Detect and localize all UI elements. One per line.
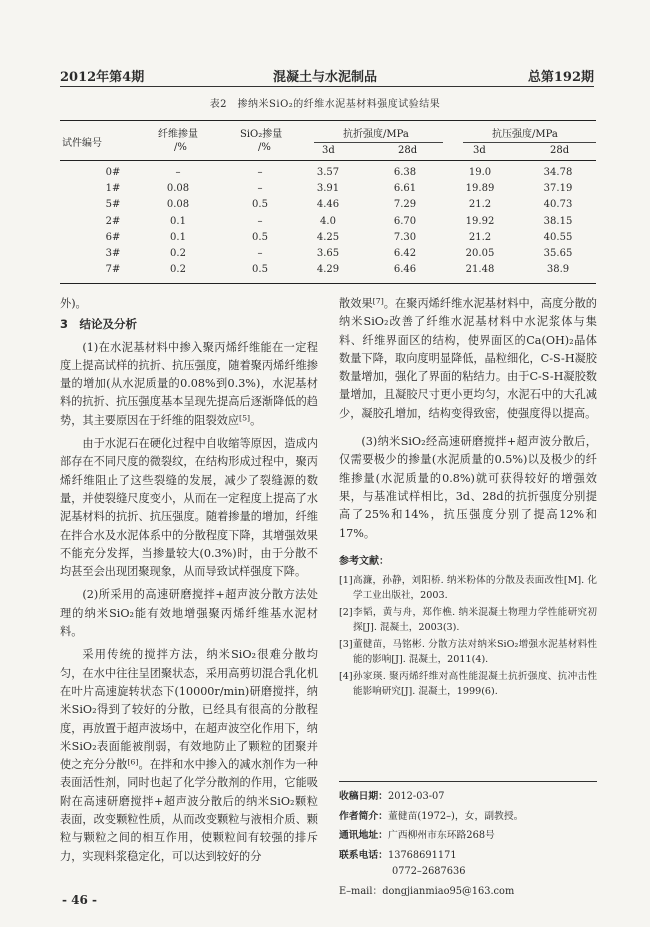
table-cell: 21.48 — [465, 264, 495, 276]
section-heading: 3 结论及分析 — [60, 317, 138, 332]
page-number: - 46 - — [62, 893, 98, 907]
table-cell: – — [175, 167, 181, 178]
table-cell: 0.08 — [166, 183, 190, 195]
table-cell: 4.29 — [316, 264, 340, 276]
table-cell: 6.38 — [393, 167, 417, 178]
email-address: E–mail：dongjianmiao95@163.com — [339, 885, 515, 897]
table-cell: 38.9 — [546, 264, 570, 276]
table-cell: – — [257, 215, 263, 227]
reference-item — [339, 670, 597, 699]
citation: [6] — [127, 757, 139, 767]
table-cell-id: 7# — [105, 264, 121, 276]
reference-list — [339, 574, 597, 699]
table-cell: 7.29 — [393, 199, 417, 211]
table-cell: 20.05 — [465, 248, 495, 259]
col-header-fiber-unit: /% — [174, 142, 187, 153]
issue-label: 2012年第4期 — [60, 70, 145, 85]
table-cell: 0.5 — [252, 231, 268, 243]
phone-number: 联系电话：13768691171 — [339, 849, 457, 861]
journal-title: 混凝土与水泥制品 — [272, 70, 377, 85]
table-cell: 3.57 — [316, 167, 340, 178]
reference-text: 高濂，孙静，刘阳桥. 纳米粉体的分散及表面改性[M]. 化学工业出版社，2003. — [353, 575, 597, 601]
total-issue-label: 总第192期 — [527, 70, 594, 85]
reference-text: 李韬，黄与舟，郑作樵. 纳米混凝土物理力学性能研究初探[J]. 混凝土，2003(3). — [353, 607, 597, 633]
table-cell: 37.19 — [543, 183, 573, 195]
table-cell: 0.1 — [170, 215, 186, 227]
phone-number-2: 0772–2687636 — [392, 866, 466, 878]
header-rule — [60, 86, 594, 87]
table-cell: 40.73 — [543, 199, 573, 211]
info-divider — [339, 781, 597, 782]
reference-number: [1] — [339, 575, 353, 587]
citation: [5] — [239, 413, 251, 423]
reference-number: [2] — [339, 607, 353, 619]
continued-text: 外)。 — [60, 297, 87, 310]
table-cell: 19.0 — [468, 167, 492, 178]
paragraph-dispersion: 采用传统的搅拌方法，纳米SiO₂很难分散均匀，在水中往往呈团聚状态，采用高剪切混合乳化机在叶片高速旋转状态下(10000r/min)研磨搅拌，纳米SiO₂得到了较好的分散，已经具有很高的分散程度，再放置于超声波场中，在超声波空化作用下，纳米SiO₂表面能被削弱，有效地防止了颗粒的团聚并使之充分分散[6]。在拌和水中掺入的减水剂作为一种表面活性剂，同时也起了化学分散剂的作用，它能吸附在高速研磨搅拌+超声波分散后的纳米SiO₂颗粒表面，改变颗粒性质，从而改变颗粒与液相介质、颗粒与颗粒之间的相互作用，使颗粒间有较强的排斥力，实现料浆稳定化，可以达到较好的分 — [60, 648, 318, 863]
table-cell: 6.42 — [393, 248, 417, 259]
table-caption: 表2 掺纳米SiO₂的纤维水泥基材料强度试验结果 — [209, 99, 441, 110]
col-header-fiber: 纤维掺量 — [158, 129, 198, 140]
table-cell: 21.2 — [468, 231, 492, 243]
table-cell: 6.61 — [393, 183, 417, 195]
table-cell: 0.1 — [170, 231, 186, 243]
paragraph-mechanism: 由于水泥石在硬化过程中自收缩等原因，造成内部存在不同尺度的微裂纹，在结构形成过程中，聚丙烯纤维阻止了这些裂缝的发展，减少了裂缝源的数量，并使裂缝尺度变小，从而在一定程度上提高了水泥基材料的抗折、抗压强度。随着掺量的增加，纤维在拌合水及水泥体系中的分散程度下降，其增强效果不能充分发挥，当掺量较大(0.3%)时，由于分散不均甚至会出现团聚现象，从而导致试样强度下降。 — [60, 437, 318, 579]
col-header-flex-3d: 3d — [322, 145, 335, 156]
paragraph-conclusion-3: (3)纳米SiO₂经高速研磨搅拌+超声波分散后，仅需要极少的掺量(水泥质量的0.5%)以及极少的纤维掺量(水泥质量的0.8%)就可获得较好的增强效果，与基准试样相比，3d、28d的抗折强度分别提高了25%和14%，抗压强度分别了提高12%和17%。 — [339, 435, 597, 540]
reference-number: [3] — [339, 639, 353, 651]
reference-item — [339, 606, 597, 635]
table-cell-id: 3# — [105, 248, 121, 259]
paragraph-conclusion-2: (2)所采用的高速研磨搅拌+超声波分散方法处理的纳米SiO₂能有效地增强聚丙烯纤维基水泥材料。 — [60, 588, 318, 639]
table-top-rule — [60, 120, 596, 121]
reference-number: [4] — [339, 671, 353, 683]
flex-subrule — [314, 142, 443, 143]
table-cell: 7.30 — [393, 231, 417, 243]
references-heading: 参考文献： — [339, 555, 389, 567]
table-cell: 3.91 — [316, 183, 340, 195]
table-cell: 0.2 — [170, 248, 186, 259]
table-cell: 40.55 — [543, 231, 573, 243]
mailing-address: 通讯地址：广西柳州市东环路268号 — [339, 830, 495, 842]
table-cell: 6.46 — [393, 264, 417, 276]
received-date: 收稿日期：2012-03-07 — [339, 791, 445, 803]
reference-text: 董健苗，马铭彬. 分散方法对纳米SiO₂增强水泥基材料性能的影响[J]. 混凝土，2011(4). — [353, 639, 597, 665]
reference-item — [339, 574, 597, 603]
col-header-flex: 抗折强度/MPa — [343, 129, 409, 140]
table-bottom-rule — [60, 283, 596, 284]
reference-text: 孙家瑛. 聚丙烯纤维对高性能混凝土抗折强度、抗冲击性能影响研究[J]. 混凝土，1999(6). — [353, 671, 597, 697]
comp-subrule — [463, 142, 596, 143]
col-header-comp-28d: 28d — [550, 145, 570, 156]
paragraph-interface: 散效果[7]。在聚丙烯纤维水泥基材料中，高度分散的纳米SiO₂改善了纤维水泥基材料中水泥浆体与集料、纤维界面区的结构，使界面区的Ca(OH)₂晶体数量下降，取向度明显降低，晶粒细化，C-S-H凝胶数量增加，强化了界面的粘结力。由于C-S-H凝胶数量增加，且凝胶尺寸更小更均匀，水泥石中的大孔减少，凝胶孔增加，结构变得致密，使强度得以提高。 — [339, 296, 597, 420]
table-cell: 34.78 — [543, 167, 573, 178]
table-cell-id: 1# — [105, 183, 121, 195]
table-cell: – — [257, 183, 263, 195]
table-cell-id: 5# — [105, 199, 121, 211]
table-cell-id: 0# — [105, 167, 121, 178]
table-cell: 0.08 — [166, 199, 190, 211]
col-header-comp: 抗压强度/MPa — [492, 129, 558, 140]
left-column — [60, 295, 318, 866]
table-cell: 19.92 — [465, 215, 495, 227]
col-header-id: 试件编号 — [62, 138, 102, 149]
reference-item — [339, 638, 597, 667]
table-cell: 21.2 — [468, 199, 492, 211]
table-cell: 19.89 — [465, 183, 495, 195]
results-table — [60, 112, 596, 286]
table-cell: 0.2 — [170, 264, 186, 276]
table-cell: 6.70 — [393, 215, 417, 227]
table-cell: – — [257, 167, 263, 178]
table-cell-id: 2# — [105, 215, 121, 227]
author-bio: 作者简介：董健苗(1972–)，女，副教授。 — [339, 810, 524, 822]
col-header-sio2: SiO₂掺量 — [240, 129, 283, 140]
table-cell: 0.5 — [252, 264, 268, 276]
right-column — [339, 295, 597, 899]
col-header-sio2-unit: /% — [258, 142, 271, 153]
paragraph-conclusion-1: (1)在水泥基材料中掺入聚丙烯纤维能在一定程度上提高试样的抗折、抗压强度，随着聚丙烯纤维掺量的增加(从水泥质量的0.08%到0.3%)，水泥基材料的抗折、抗压强度基本呈现先提高后逐渐降低的趋势，其主要原因在于纤维的阻裂效应[5]。 — [60, 340, 318, 427]
table-cell: 35.65 — [543, 248, 573, 259]
col-header-comp-3d: 3d — [473, 145, 486, 156]
table-cell: 4.25 — [316, 231, 340, 243]
table-cell-id: 6# — [105, 231, 121, 243]
table-header-rule — [60, 160, 596, 161]
citation: [7] — [372, 296, 384, 306]
table-cell: 3.65 — [316, 248, 340, 259]
col-header-flex-28d: 28d — [398, 145, 418, 156]
table-cell: 0.5 — [252, 199, 268, 211]
table-cell: 38.15 — [543, 215, 573, 227]
table-cell: – — [257, 248, 263, 259]
table-cell: 4.0 — [320, 215, 336, 227]
table-cell: 4.46 — [316, 199, 340, 211]
